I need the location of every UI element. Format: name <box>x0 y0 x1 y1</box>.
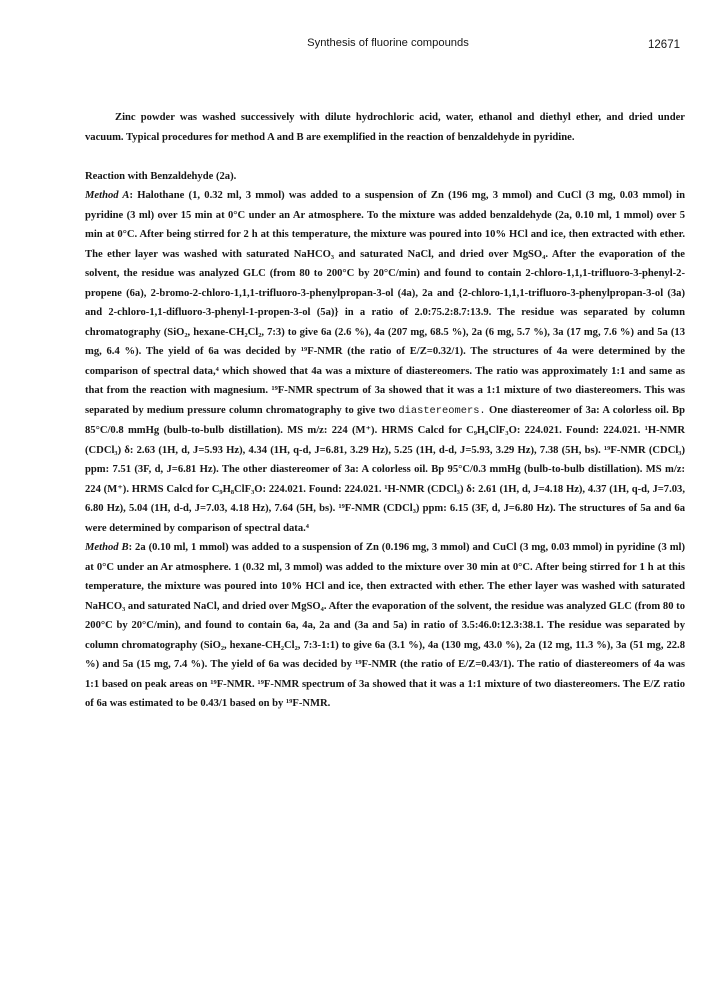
running-head <box>88 37 688 55</box>
intro-paragraph: Zinc powder was washed successively with dilute hydrochloric acid, water, ethanol and diethyl ether, and dried under vacuum. Typical procedures for method A and B are exemplified in the reaction of benzaldehyde in pyridine. <box>85 112 685 143</box>
section-heading: Reaction with Benzaldehyde (2a). <box>85 170 237 182</box>
method-b-text: : 2a (0.10 ml, 1 mmol) was added to a suspension of Zn (0.196 mg, 3 mmol) and CuCl (3 mg, 0.03 mmol) in pyridine (3 ml) at 0°C under an Ar atmosphere. 1 (0.32 ml, 3 mmol) was added to the mixture over 30 min at 0°C. After being stirred for 1 h at this temperature, the mixture was poured into 10% HCl and ice, then extracted with ether. The ether layer was washed with saturated NaHCO₃ and saturated NaCl, and dried over MgSO₄. After the evaporation of the solvent, the residue was analyzed GLC (from 80 to 200°C by 20°C/min), and found to contain 6a, 4a, 2a and (3a and 5a) in ratio of 3.5:46.0:12.3:38.1. The residue was separated by column chromatography (SiO₂, hexane-CH₂Cl₂, 7:3-1:1) to give 6a (3.1 %), 4a (130 mg, 43.0 %), 2a (12 mg, 11.3 %), 3a (51 mg, 22.8 %) and 5a (15 mg, 7.4 %). The yield of 6a was decided by ¹⁹F-NMR (the ratio of E/Z=0.43/1). The ratio of diastereomers of 4a was 1:1 based on peak areas on ¹⁹F-NMR. ¹⁹F-NMR spectrum of 3a showed that it was a 1:1 mixture of two diastereomers. The E/Z ratio of 6a was estimated to be 0.43/1 based on by ¹⁹F-NMR. <box>85 542 685 709</box>
method-a-text-part2: One diastereomer of 3a: A colorless oil. Bp 85°C/0.8 mmHg (bulb-to-bulb distillation). MS m/z: 224 (M⁺). HRMS Calcd for C₉H₈ClF₃O: 224.021. Found: 224.021. ¹H-NMR (CDCl₃) δ: 2.63 (1H, d, J=5.93 Hz), 4.34 (1H, q-d, J=6.81, 3.29 Hz), 5.25 (1H, d-d, J=5.93, 3.29 Hz), 7.38 (5H, bs). ¹⁹F-NMR (CDCl₃) ppm: 7.51 (3F, d, J=6.81 Hz). The other diastereomer of 3a: A colorless oil. Bp 95°C/0.3 mmHg (bulb-to-bulb distillation). MS m/z: 224 (M⁺). HRMS Calcd for C₉H₈ClF₃O: 224.021. Found: 224.021. ¹H-NMR (CDCl₃) δ: 2.61 (1H, d, J=4.18 Hz), 4.37 (1H, q-d, J=7.03, 6.80 Hz), 5.04 (1H, d-d, J=7.03, 4.18 Hz), 7.64 (5H, bs). ¹⁹F-NMR (CDCl₃) ppm: 6.15 (3F, d, J=6.80 Hz). The structures of 5a and 6a were determined by comparison of spectral data.⁴ <box>85 404 685 534</box>
body-text <box>85 108 685 714</box>
running-title: Synthesis of fluorine compounds <box>307 37 469 49</box>
method-b-paragraph <box>85 538 685 714</box>
page-number: 12671 <box>648 39 680 51</box>
method-b-label: Method B <box>85 542 129 553</box>
method-a-paragraph <box>85 186 685 538</box>
method-a-label: Method A <box>85 190 130 201</box>
method-a-text-part1: : Halothane (1, 0.32 ml, 3 mmol) was added to a suspension of Zn (196 mg, 3 mmol) and CuCl (3 mg, 0.03 mmol) in pyridine (3 ml) over 15 min at 0°C under an Ar atmosphere. To the mixture was added benzaldehyde (2a, 0.10 ml, 1 mmol) over 5 min at 0°C. After being stirred for 2 h at this temperature, the mixture was poured into 10% HCl and ice, then extracted with ether. The ether layer was washed with saturated NaHCO₃ and saturated NaCl, and dried over MgSO₄. After the evaporation of the solvent, the residue was analyzed GLC (from 80 to 200°C by 20°C/min) and found to contain 2-chloro-1,1,1-trifluoro-3-phenyl-2-propene (6a), 2-bromo-2-chloro-1,1,1-trifluoro-3-phenylpropan-3-ol (4a), 2a and {2-chloro-1,1,1-trifluoro-3-phenylpropan-3-ol (3a) and 2-chloro-1,1-difluoro-3-phenyl-1-propen-3-ol (5a)} in a ratio of 2.0:75.2:8.7:13.9. The residue was separated by column chromatography (SiO₂, hexane-CH₂Cl₂, 7:3) to give 6a (2.6 %), 4a (207 mg, 68.5 %), 2a (6 mg, 5.7 %), 3a (17 mg, 7.6 %) and 5a (13 mg, 6.4 %). The yield of 6a was decided by ¹⁹F-NMR (the ratio of E/Z=0.32/1). The structures of 4a were determined by the comparison of spectral data,⁴ which showed that 4a was a mixture of diastereomers. The ratio was approximately 1:1 and same as that from the reaction with magnesium. ¹⁹F-NMR spectrum of 3a showed that it was a 1:1 mixture of two diastereomers. This was separated by medium pressure column chromatography to give two <box>85 190 685 416</box>
method-a-mono-word: diastereomers. <box>398 404 486 417</box>
